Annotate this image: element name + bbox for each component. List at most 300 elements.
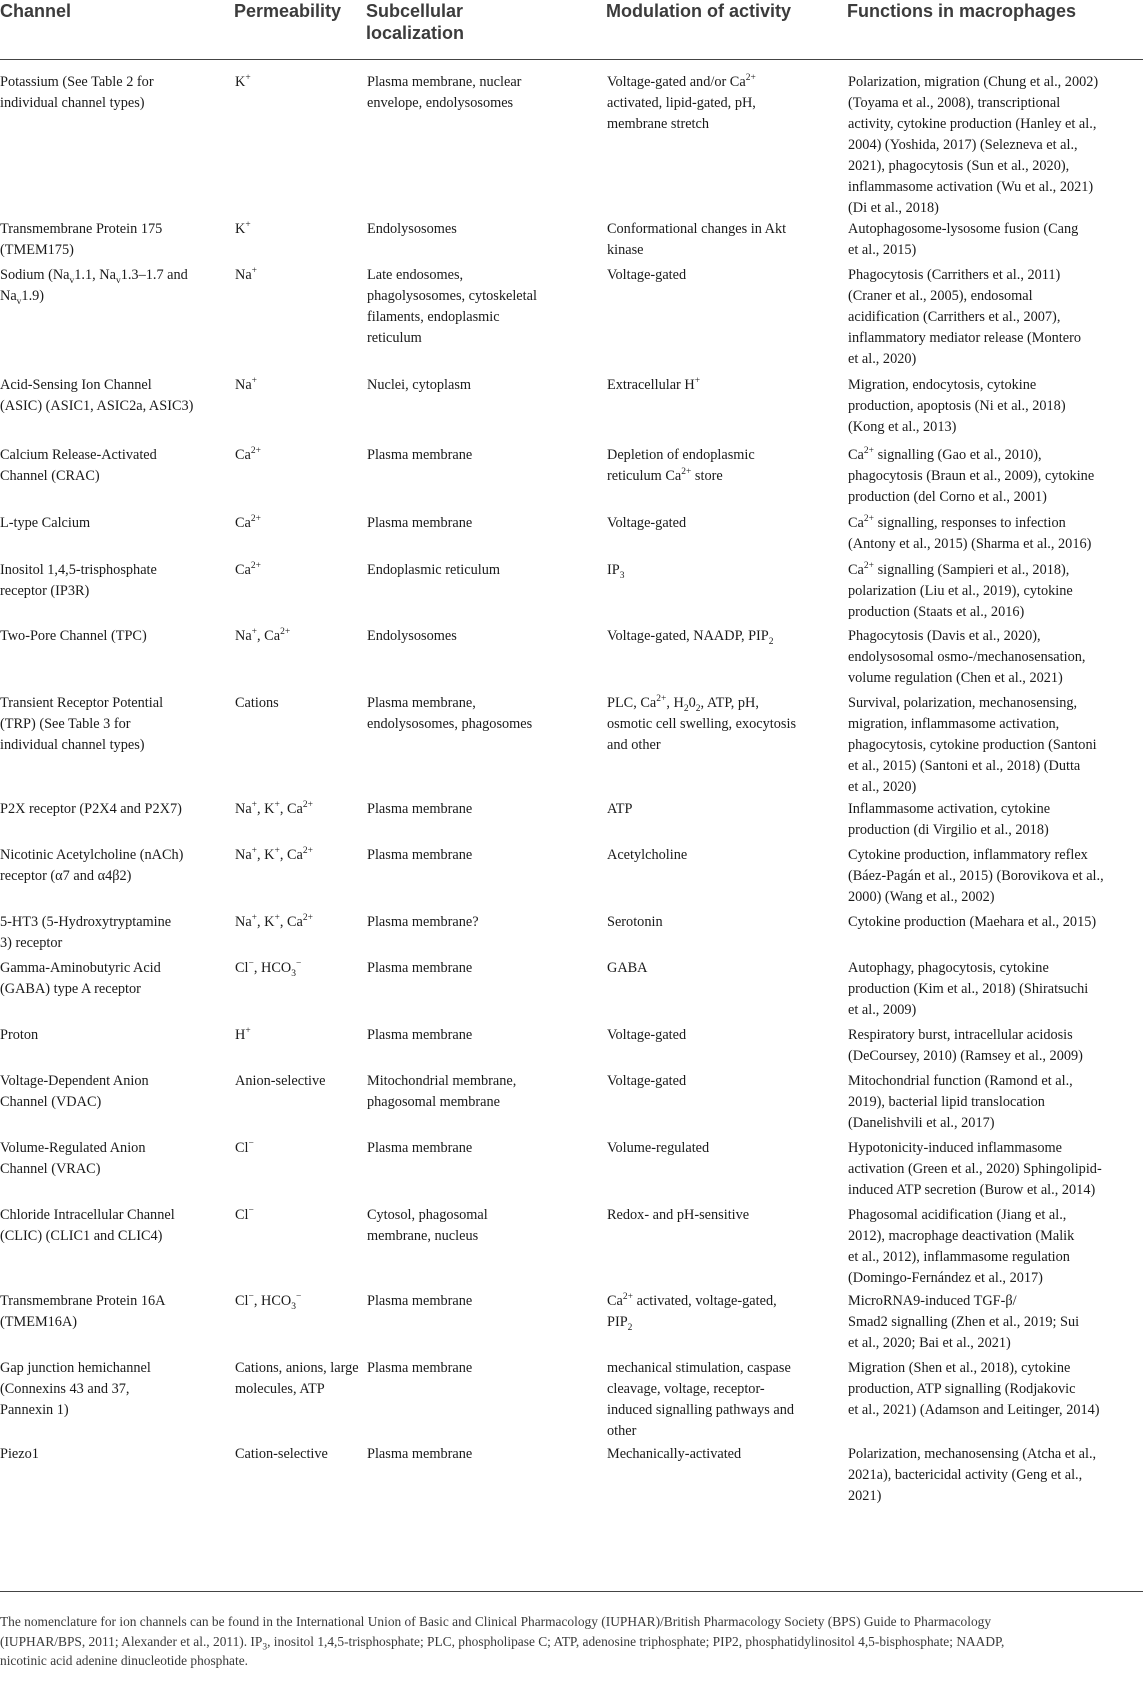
cell-text: Transmembrane Protein 16A [0,1293,166,1309]
cell-text: Phagocytosis (Davis et al., 2020), [848,628,1041,644]
table-row [0,1291,1143,1358]
cell-text: Volume-Regulated Anion [0,1140,146,1156]
cell-text: $Ca^{2+}$ signalling (Sampieri et al., 2018), [848,561,1070,578]
cell-text: $Ca^{2+}$ signalling (Gao et al., 2010), [848,446,1042,463]
cell-text: 2019), bacterial lipid translocation [848,1094,1045,1110]
cell-permeability [234,1071,366,1138]
cell-permeability [234,1025,366,1071]
cell-localization [366,375,606,445]
cell-text: 5-HT3 (5-Hydroxytryptamine [0,914,172,930]
table-row [0,445,1143,513]
cell-text: Gap junction hemichannel [0,1360,151,1376]
cell-functions [847,265,1143,375]
cell-modulation [606,1205,847,1291]
cell-text: (Kong et al., 2013) [848,419,957,435]
cell-text: H+ [235,1026,251,1043]
cell-text: Chloride Intracellular Channel [0,1207,175,1223]
cell-text: Cation-selective [235,1446,328,1462]
cell-text: 2021), phagocytosis (Sun et al., 2020), [848,158,1070,174]
cell-text: K+ [235,220,251,237]
cell-text: activity, cytokine production (Hanley et al., [848,116,1097,132]
cell-text: Acid-Sensing Ion Channel [0,377,152,393]
cell-text: Respiratory burst, intracellular acidosis [848,1027,1073,1043]
cell-text: Cl− [235,1206,254,1223]
cell-text: Channel (CRAC) [0,468,100,484]
cell-text: Calcium Release-Activated [0,447,157,463]
cell-text: production, ATP signalling (Rodjakovic [848,1381,1076,1397]
cell-text: Cl− [235,1139,254,1156]
cell-text: Migration, endocytosis, cytokine [848,377,1037,393]
cell-text: Autophagosome-lysosome fusion (Cang [848,221,1079,237]
cell-text: endolysosomes, phagosomes [367,716,533,732]
table-row [0,1358,1143,1444]
cell-channel [0,265,234,375]
cell-text: Voltage-gated [607,515,687,531]
cell-text: Phagosomal acidification (Jiang et al., [848,1207,1067,1223]
cell-functions [847,1291,1143,1358]
cell-localization [366,799,606,845]
cell-localization [366,1025,606,1071]
table-row [0,1205,1143,1291]
cell-text: (DeCoursey, 2010) (Ramsey et al., 2009) [848,1048,1083,1064]
column-header-text: Functions in macrophages [847,1,1077,21]
cell-permeability [234,958,366,1025]
cell-permeability [234,265,366,375]
cell-channel [0,799,234,845]
cell-functions [847,845,1143,912]
column-header-localization [366,0,606,60]
cell-permeability [234,60,366,220]
cell-modulation [606,265,847,375]
cell-text: Conformational changes in Akt [607,221,787,237]
cell-text: $Ca^{2+}$ activated, voltage-gated, [607,1292,777,1309]
table-row [0,958,1143,1025]
cell-text: 3) receptor [0,935,63,951]
cell-localization [366,958,606,1025]
cell-localization [366,445,606,513]
cell-permeability [234,219,366,265]
cell-text: Nicotinic Acetylcholine (nACh) [0,847,184,863]
cell-functions [847,1138,1143,1205]
cell-permeability [234,626,366,693]
cell-text: other [607,1423,637,1439]
table-row [0,560,1143,626]
footnote-line: nicotinic acid adenine dinucleotide phosphate. [0,1653,249,1668]
cell-text: Plasma membrane [367,1027,473,1043]
cell-channel [0,626,234,693]
cell-modulation [606,513,847,560]
cell-text: Inflammasome activation, cytokine [848,801,1051,817]
cell-permeability [234,1444,366,1507]
cell-text: production, apoptosis (Ni et al., 2018) [848,398,1066,414]
cell-channel [0,912,234,958]
cell-text: Na+, $Ca^{2+}$ [235,627,291,644]
cell-text: Plasma membrane [367,1293,473,1309]
cell-modulation [606,60,847,220]
cell-channel [0,560,234,626]
cell-text: production (di Virgilio et al., 2018) [848,822,1049,838]
cell-functions [847,626,1143,693]
cell-text: membrane, nucleus [367,1228,479,1244]
cell-text: Endoplasmic reticulum [367,562,501,578]
cell-text: Channel (VRAC) [0,1161,101,1177]
table-row [0,693,1143,799]
cell-text: et al., 2020) [848,351,917,367]
column-header-modulation [606,0,847,60]
cell-modulation [606,845,847,912]
cell-modulation [606,560,847,626]
table-row [0,1071,1143,1138]
cell-text: (TMEM175) [0,242,74,258]
cell-text: $Ca^{2+}$ [235,561,261,578]
cell-localization [366,626,606,693]
cell-text: (Domingo-Fernández et al., 2017) [848,1270,1043,1286]
cell-localization [366,845,606,912]
cell-text: Cytokine production (Maehara et al., 2015) [848,914,1097,930]
cell-localization [366,1138,606,1205]
cell-text: (Báez-Pagán et al., 2015) (Borovikova et al., [848,868,1104,884]
table-row [0,60,1143,220]
cell-text: kinase [607,242,644,258]
cell-text: 2004) (Yoshida, 2017) (Selezneva et al., [848,137,1078,153]
cell-text: (Danelishvili et al., 2017) [848,1115,995,1131]
cell-text: (Connexins 43 and 37, [0,1381,130,1397]
cell-text: Na+ [235,376,258,393]
cell-text: et al., 2020) [848,779,917,795]
cell-text: reticulum [367,330,422,346]
table-row [0,799,1143,845]
cell-text: molecules, ATP [235,1381,325,1397]
cell-channel [0,375,234,445]
cell-localization [366,60,606,220]
cell-permeability [234,1291,366,1358]
cell-text: Hypotonicity-induced inflammasome [848,1140,1063,1156]
cell-channel [0,1205,234,1291]
cell-text: production (Staats et al., 2016) [848,604,1025,620]
cell-channel [0,1291,234,1358]
cell-functions [847,560,1143,626]
cell-text: Transient Receptor Potential [0,695,164,711]
cell-text: individual channel types) [0,737,145,753]
cell-text: ATP [607,801,633,817]
cell-channel [0,60,234,220]
cell-permeability [234,1358,366,1444]
cell-text: Na+ [235,266,258,283]
cell-text: Extracellular H+ [607,376,701,393]
cell-localization [366,1291,606,1358]
cell-text: Mitochondrial function (Ramond et al., [848,1073,1073,1089]
cell-text: receptor (α7 and α4β2) [0,868,132,884]
table-row [0,1138,1143,1205]
cell-functions [847,1358,1143,1444]
cell-text: activated, lipid-gated, pH, [607,95,756,111]
cell-text: induced signalling pathways and [607,1402,795,1418]
table-bottom-rule [0,1591,1143,1592]
cell-channel [0,958,234,1025]
cell-text: et al., 2009) [848,1002,917,1018]
cell-text: phagocytosis, cytokine production (Santoni [848,737,1097,753]
cell-modulation [606,219,847,265]
cell-text: Migration (Shen et al., 2018), cytokine [848,1360,1071,1376]
cell-functions [847,693,1143,799]
cell-text: PLC, $Ca^{2+}$, $H_20_2$, ATP, pH, [607,694,759,714]
cell-text: Plasma membrane [367,960,473,976]
cell-text: Nuclei, cytoplasm [367,377,472,393]
cell-text: polarization (Liu et al., 2019), cytokine [848,583,1073,599]
cell-modulation [606,445,847,513]
cell-channel [0,219,234,265]
cell-text: Voltage-Dependent Anion [0,1073,149,1089]
cell-permeability [234,845,366,912]
column-header-functions [847,0,1143,60]
cell-channel [0,513,234,560]
cell-text: $Ca^{2+}$ [235,446,261,463]
cell-text: Potassium (See Table 2 for [0,74,154,90]
cell-text: cleavage, voltage, receptor- [607,1381,765,1397]
cell-modulation [606,912,847,958]
cell-channel [0,1358,234,1444]
cell-text: (Craner et al., 2005), endosomal [848,288,1033,304]
cell-text: Endolysosomes [367,221,457,237]
cell-channel [0,445,234,513]
cell-modulation [606,1071,847,1138]
cell-functions [847,445,1143,513]
cell-text: phagolysosomes, cytoskeletal [367,288,537,304]
cell-permeability [234,1138,366,1205]
cell-text: Late endosomes, [367,267,464,283]
cell-text: Plasma membrane? [367,914,479,930]
cell-text: et al., 2021) (Adamson and Leitinger, 2014) [848,1402,1100,1418]
table-body [0,60,1143,1508]
cell-text: 2021a), bactericidal activity (Geng et al., [848,1467,1083,1483]
cell-text: induced ATP secretion (Burow et al., 2014) [848,1182,1096,1198]
cell-text: Cl−, $HCO_3^-$ [235,959,302,979]
cell-text: phagosomal membrane [367,1094,501,1110]
table-row [0,219,1143,265]
cell-text: $Na_v1.9$) [0,288,45,307]
cell-text: production (del Corno et al., 2001) [848,489,1047,505]
cell-text: osmotic cell swelling, exocytosis [607,716,797,732]
cell-text: production (Kim et al., 2018) (Shiratsuchi [848,981,1089,997]
cell-modulation [606,1291,847,1358]
cell-text: Autophagy, phagocytosis, cytokine [848,960,1049,976]
table-row [0,626,1143,693]
cell-text: Transmembrane Protein 175 [0,221,163,237]
cell-modulation [606,1138,847,1205]
cell-text: Mechanically-activated [607,1446,742,1462]
footnote-line: (IUPHAR/BPS, 2011; Alexander et al., 2011). $IP_3$, inositol 1,4,5-trisphosphate; PLC, phospholipase C; ATP, adenosine triphosphate; PIP2, phosphatidylinositol 4,5-bisphosphate; NAADP, [0,1633,1005,1653]
cell-text: Plasma membrane [367,447,473,463]
cell-text: Polarization, migration (Chung et al., 2002) [848,74,1099,90]
cell-text: (CLIC) (CLIC1 and CLIC4) [0,1228,163,1244]
cell-permeability [234,799,366,845]
cell-modulation [606,1358,847,1444]
cell-text: Cl−, $HCO_3^-$ [235,1292,302,1312]
cell-text: $Ca^{2+}$ [235,514,261,531]
cell-text: Plasma membrane, [367,695,476,711]
cell-channel [0,1071,234,1138]
cell-text: Cytokine production, inflammatory reflex [848,847,1088,863]
cell-text: $IP_3$ [607,562,625,581]
cell-functions [847,513,1143,560]
cell-text: Plasma membrane [367,1446,473,1462]
cell-localization [366,560,606,626]
cell-text: Voltage-gated, NAADP, $PIP_2$ [607,628,774,647]
cell-functions [847,60,1143,220]
cell-permeability [234,912,366,958]
cell-text: MicroRNA9-induced TGF-β/ [848,1293,1017,1309]
cell-functions [847,1444,1143,1507]
cell-text: Voltage-gated [607,1073,687,1089]
cell-text: Gamma-Aminobutyric Acid [0,960,161,976]
cell-text: Cytosol, phagosomal [367,1207,488,1223]
table-footnote [0,1612,1143,1671]
cell-text: et al., 2020; Bai et al., 2021) [848,1335,1011,1351]
cell-localization [366,1071,606,1138]
cell-text: Polarization, mechanosensing (Atcha et al., [848,1446,1097,1462]
cell-text: mechanical stimulation, caspase [607,1360,791,1376]
cell-channel [0,1025,234,1071]
cell-text: Survival, polarization, mechanosensing, [848,695,1078,711]
cell-localization [366,693,606,799]
cell-text: Plasma membrane [367,1140,473,1156]
cell-text: (TRP) (See Table 3 for [0,716,131,732]
cell-text: migration, inflammasome activation, [848,716,1060,732]
cell-text: Two-Pore Channel (TPC) [0,628,147,644]
cell-modulation [606,1025,847,1071]
cell-text: K+ [235,73,251,90]
cell-text: Sodium ($Na_v1.1$, $Na_v1.3-1.7$ and [0,267,188,286]
cell-text: and other [607,737,661,753]
cell-text: phagocytosis (Braun et al., 2009), cytokine [848,468,1095,484]
cell-text: (Antony et al., 2015) (Sharma et al., 2016) [848,536,1092,552]
cell-text: Redox- and pH-sensitive [607,1207,750,1223]
cell-text: inflammasome activation (Wu et al., 2021) [848,179,1094,195]
cell-text: Pannexin 1) [0,1402,69,1418]
cell-localization [366,265,606,375]
cell-permeability [234,375,366,445]
cell-modulation [606,375,847,445]
cell-text: 2012), macrophage deactivation (Malik [848,1228,1075,1244]
cell-text: Na+, K+, $Ca^{2+}$ [235,846,314,863]
cell-text: Mitochondrial membrane, [367,1073,517,1089]
footnote-line: The nomenclature for ion channels can be found in the International Union of Basic and Clinical Pharmacology (IUPHAR)/British Pharmacology Society (BPS) Guide to Pharmacology [0,1614,992,1629]
table-row [0,513,1143,560]
cell-functions [847,1071,1143,1138]
cell-text: Voltage-gated [607,267,687,283]
cell-channel [0,1444,234,1507]
column-header-permeability [234,0,366,60]
cell-text: et al., 2012), inflammasome regulation [848,1249,1070,1265]
cell-text: $Ca^{2+}$ signalling, responses to infection [848,514,1066,531]
table-row [0,265,1143,375]
cell-functions [847,912,1143,958]
cell-text: Voltage-gated and/or $Ca^{2+}$ [607,73,756,90]
cell-text: volume regulation (Chen et al., 2021) [848,670,1063,686]
table-row [0,845,1143,912]
cell-text: L-type Calcium [0,515,91,531]
cell-localization [366,513,606,560]
cell-functions [847,958,1143,1025]
cell-permeability [234,445,366,513]
column-header-text: Subcellular [366,1,464,21]
table-row [0,1444,1143,1507]
cell-text: et al., 2015) [848,242,917,258]
cell-text: Volume-regulated [607,1140,710,1156]
cell-permeability [234,693,366,799]
cell-text: reticulum $Ca^{2+}$ store [607,467,723,484]
cell-modulation [606,799,847,845]
cell-text: Plasma membrane [367,1360,473,1376]
cell-text: Channel (VDAC) [0,1094,102,1110]
cell-text: (ASIC) (ASIC1, ASIC2a, ASIC3) [0,398,194,414]
cell-channel [0,1138,234,1205]
cell-functions [847,375,1143,445]
cell-channel [0,693,234,799]
cell-functions [847,219,1143,265]
table-row [0,1025,1143,1071]
column-header-text: localization [366,23,465,43]
cell-text: Plasma membrane [367,801,473,817]
cell-text: Smad2 signalling (Zhen et al., 2019; Sui [848,1314,1080,1330]
cell-functions [847,1205,1143,1291]
cell-modulation [606,958,847,1025]
cell-localization [366,219,606,265]
cell-modulation [606,626,847,693]
cell-text: 2000) (Wang et al., 2002) [848,889,995,905]
cell-text: P2X receptor (P2X4 and P2X7) [0,801,182,817]
cell-text: receptor (IP3R) [0,583,90,599]
cell-text: Anion-selective [235,1073,326,1089]
cell-text: $PIP_2$ [607,1314,633,1333]
cell-text: Serotonin [607,914,663,930]
cell-permeability [234,560,366,626]
cell-text: filaments, endoplasmic [367,309,500,325]
table-row [0,375,1143,445]
column-header-text: Channel [0,1,72,21]
cell-text: inflammatory mediator release (Montero [848,330,1082,346]
column-header-text: Permeability [234,1,342,21]
column-header-channel [0,0,234,60]
cell-text: (TMEM16A) [0,1314,78,1330]
cell-text: Inositol 1,4,5-trisphosphate [0,562,157,578]
cell-localization [366,912,606,958]
cell-text: Plasma membrane [367,515,473,531]
cell-functions [847,799,1143,845]
cell-text: Piezo1 [0,1446,39,1462]
cell-text: Cations, anions, large [235,1360,359,1376]
cell-functions [847,1025,1143,1071]
cell-localization [366,1358,606,1444]
cell-text: Plasma membrane [367,847,473,863]
cell-localization [366,1444,606,1507]
cell-text: individual channel types) [0,95,145,111]
cell-text: et al., 2015) (Santoni et al., 2018) (Dutta [848,758,1081,774]
cell-text: Na+, K+, $Ca^{2+}$ [235,800,314,817]
cell-text: (Toyama et al., 2008), transcriptional [848,95,1061,111]
cell-modulation [606,1444,847,1507]
cell-text: Proton [0,1027,39,1043]
table-header-row [0,0,1143,60]
cell-text: Plasma membrane, nuclear [367,74,522,90]
column-header-text: Modulation of activity [606,1,792,21]
cell-text: (GABA) type A receptor [0,981,141,997]
cell-text: activation (Green et al., 2020) Sphingolipid- [848,1161,1102,1177]
cell-text: Cations [235,695,279,711]
cell-channel [0,845,234,912]
cell-text: Phagocytosis (Carrithers et al., 2011) [848,267,1061,283]
cell-text: (Di et al., 2018) [848,200,939,216]
